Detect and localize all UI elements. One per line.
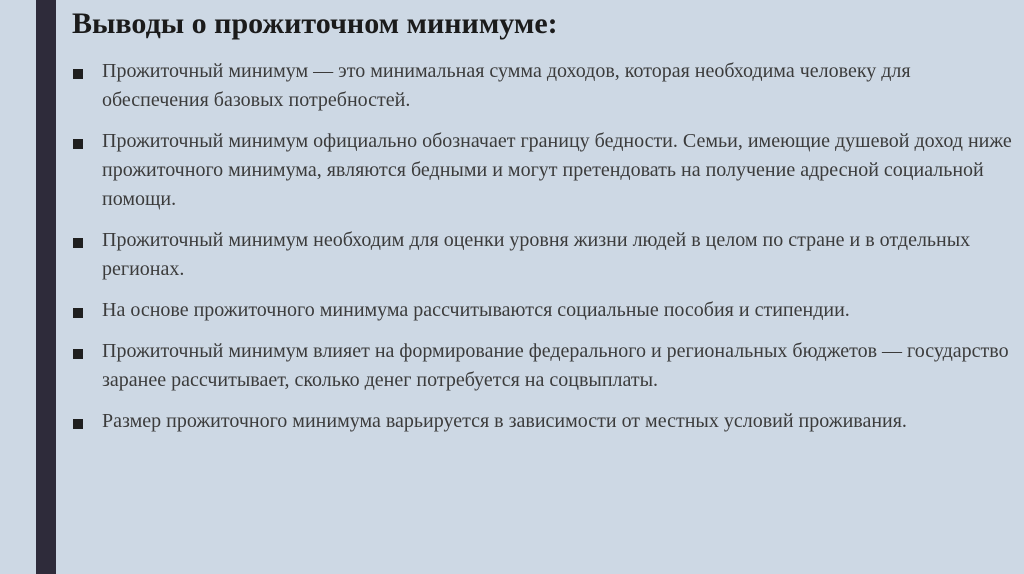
square-bullet-icon [73,139,83,149]
bullet-item [72,407,1012,436]
bullet-text: Прожиточный минимум необходим для оценки уровня жизни людей в целом по стране и в отдельных регионах. [102,229,971,280]
bullet-item [72,127,1012,214]
square-bullet-icon [73,349,83,359]
bullet-list [72,57,1012,448]
square-bullet-icon [73,69,83,79]
bullet-text: Прожиточный минимум — это минимальная сумма доходов, которая необходима человеку для обеспечения базовых потребностей. [102,60,911,111]
square-bullet-icon [73,419,83,429]
bullet-text: Размер прожиточного минимума варьируется в зависимости от местных условий проживания. [102,410,907,432]
accent-bar [36,0,56,574]
square-bullet-icon [73,238,83,248]
square-bullet-icon [73,308,83,318]
bullet-item [72,337,1012,395]
slide-title: Выводы о прожиточном минимуме: [72,7,558,40]
bullet-text: Прожиточный минимум официально обозначает границу бедности. Семьи, имеющие душевой доход ниже прожиточного минимума, являются бедными и могут претендовать на получение адресной социальной помощи. [102,130,1012,210]
bullet-item [72,57,1012,115]
bullet-item [72,296,1012,325]
bullet-item [72,226,1012,284]
bullet-text: На основе прожиточного минимума рассчитываются социальные пособия и стипендии. [102,299,850,321]
bullet-text: Прожиточный минимум влияет на формирование федерального и региональных бюджетов — государство заранее рассчитывает, сколько денег потребуется на соцвыплаты. [102,340,1009,391]
